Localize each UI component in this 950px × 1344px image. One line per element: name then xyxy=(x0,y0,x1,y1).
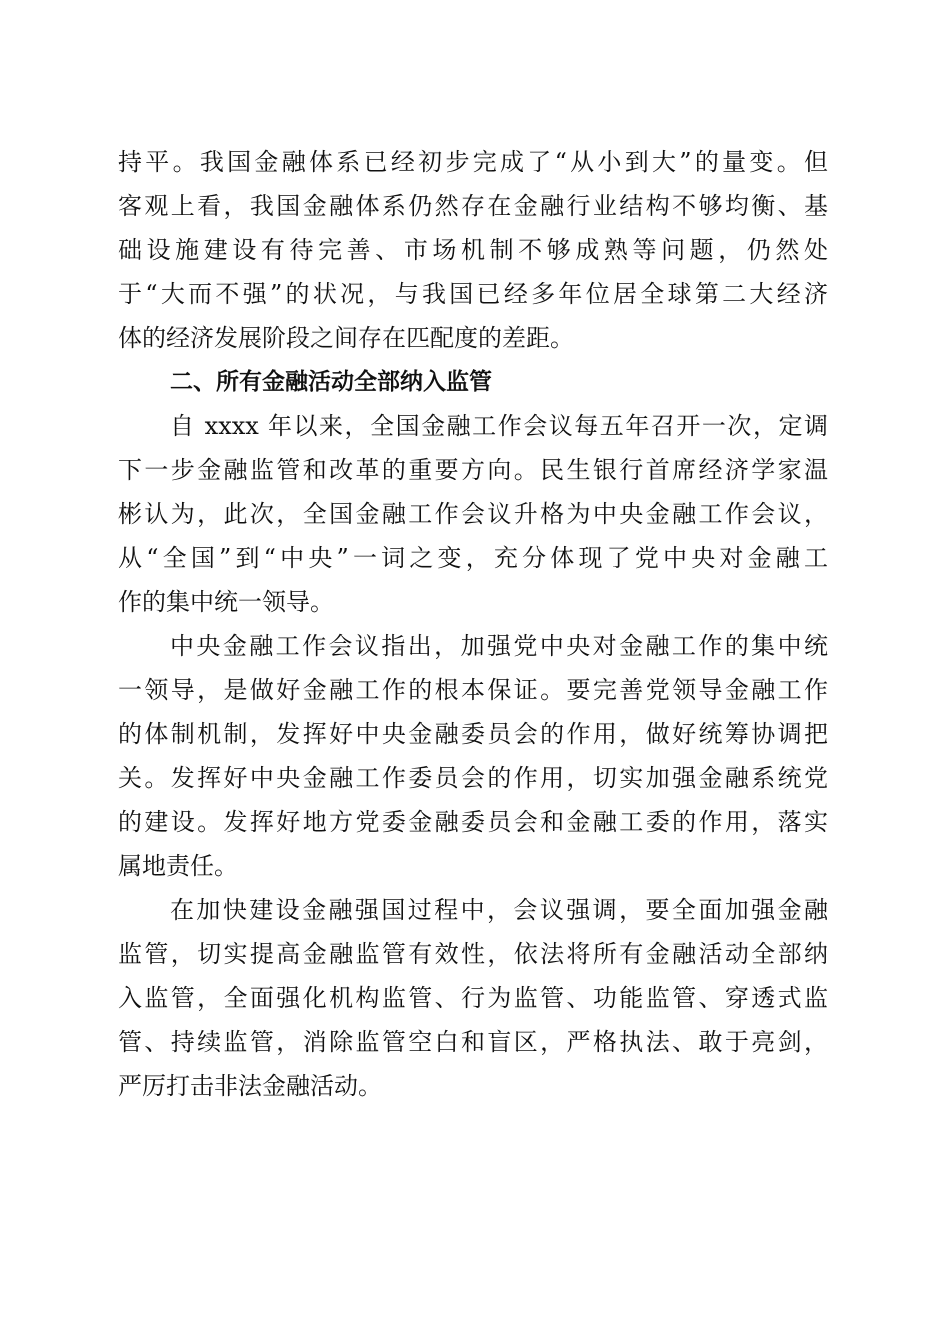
paragraph-4 xyxy=(118,888,828,1108)
paragraph-line: 中央金融工作会议指出，加强党中央对金融工作的集中统 xyxy=(170,632,828,660)
paragraph-line: 管、持续监管，消除监管空白和盲区，严格执法、敢于亮剑， xyxy=(118,1028,828,1056)
paragraph-1 xyxy=(118,140,828,360)
paragraph-line: 的体制机制，发挥好中央金融委员会的作用，做好统筹协调把 xyxy=(118,720,828,748)
paragraph-3 xyxy=(118,624,828,888)
paragraph-2 xyxy=(118,404,828,624)
paragraph-line: 自 xxxx 年以来，全国金融工作会议每五年召开一次，定调 xyxy=(170,412,828,440)
paragraph-line: 在加快建设金融强国过程中，会议强调，要全面加强金融 xyxy=(170,896,828,924)
paragraph-line: 监管，切实提高金融监管有效性，依法将所有金融活动全部纳 xyxy=(118,940,828,968)
paragraph-line: 下一步金融监管和改革的重要方向。民生银行首席经济学家温 xyxy=(118,456,828,484)
paragraph-line: 入监管，全面强化机构监管、行为监管、功能监管、穿透式监 xyxy=(118,984,828,1012)
paragraph-line: 础设施建设有待完善、市场机制不够成熟等问题，仍然处 xyxy=(118,236,828,264)
document-page xyxy=(118,140,828,1108)
paragraph-line: 从“全国”到“中央”一词之变，充分体现了党中央对金融工 xyxy=(118,544,828,572)
paragraph-line: 关。发挥好中央金融工作委员会的作用，切实加强金融系统党 xyxy=(118,764,828,792)
paragraph-line: 客观上看，我国金融体系仍然存在金融行业结构不够均衡、基 xyxy=(118,192,828,220)
paragraph-line: 属地责任。 xyxy=(118,852,238,880)
paragraph-line: 彬认为，此次，全国金融工作会议升格为中央金融工作会议， xyxy=(118,500,828,528)
paragraph-line: 作的集中统一领导。 xyxy=(118,588,334,616)
paragraph-line: 严厉打击非法金融活动。 xyxy=(118,1072,382,1100)
section-heading: 二、所有金融活动全部纳入监管 xyxy=(170,369,492,395)
paragraph-line: 持平。我国金融体系已经初步完成了“从小到大”的量变。但 xyxy=(118,148,828,176)
paragraph-line: 一领导，是做好金融工作的根本保证。要完善党领导金融工作 xyxy=(118,676,828,704)
paragraph-line: 体的经济发展阶段之间存在匹配度的差距。 xyxy=(118,324,574,352)
paragraph-line: 的建设。发挥好地方党委金融委员会和金融工委的作用，落实 xyxy=(118,808,828,836)
paragraph-line: 于“大而不强”的状况，与我国已经多年位居全球第二大经济 xyxy=(118,280,828,308)
